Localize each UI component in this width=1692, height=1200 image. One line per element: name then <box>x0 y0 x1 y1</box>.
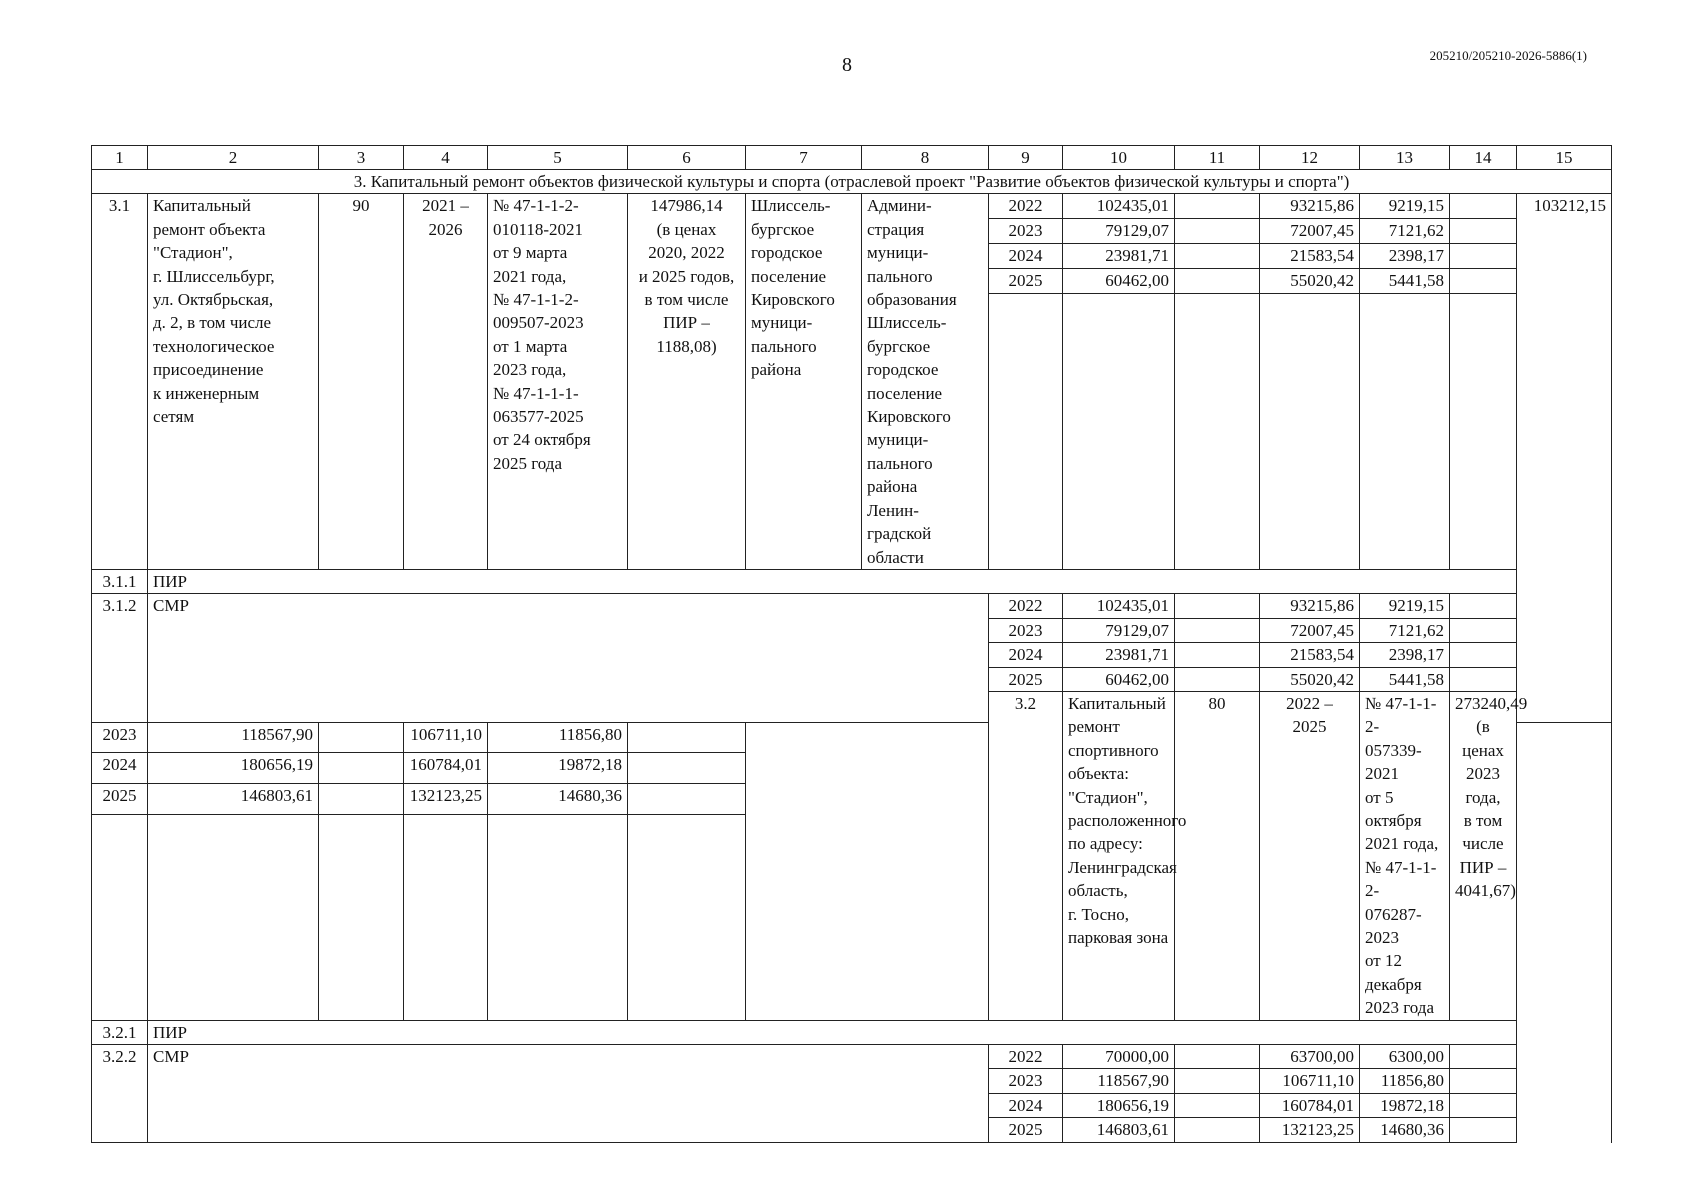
empty-cell <box>628 814 746 1020</box>
total-cell: 118567,90 <box>1063 1069 1175 1093</box>
year-cell: 2025 <box>989 1118 1063 1142</box>
regional-cell: 93215,86 <box>1260 594 1360 618</box>
col14-cell <box>1450 1045 1517 1069</box>
total-cell: 70000,00 <box>1063 1045 1175 1069</box>
year-cell: 2025 <box>92 783 148 814</box>
year-cell: 2024 <box>989 1093 1063 1117</box>
item-period: 2021 – 2026 <box>404 194 488 570</box>
col14-cell <box>1450 1093 1517 1117</box>
col11-cell <box>1175 1045 1260 1069</box>
regional-cell: 160784,01 <box>1260 1093 1360 1117</box>
year-cell: 2022 <box>989 1045 1063 1069</box>
empty-cell <box>404 814 488 1020</box>
empty-cell <box>1260 293 1360 569</box>
total-cell: 118567,90 <box>148 722 319 753</box>
col11-cell <box>1175 667 1260 691</box>
regional-cell: 55020,42 <box>1260 667 1360 691</box>
empty-cell <box>148 814 319 1020</box>
col11-cell <box>1175 1069 1260 1093</box>
year-cell: 2024 <box>989 243 1063 268</box>
local-cell: 14680,36 <box>1360 1118 1450 1142</box>
year-cell: 2023 <box>92 722 148 753</box>
total-cell: 102435,01 <box>1063 194 1175 219</box>
table-row <box>92 594 1612 618</box>
col11-cell <box>1175 594 1260 618</box>
year-cell: 2024 <box>989 643 1063 667</box>
col11-cell <box>1175 618 1260 642</box>
col14-cell <box>1450 1118 1517 1142</box>
item-conclusions: № 47-1-1-2- 010118-2021 от 9 марта 2021 года, № 47-1-1-2- 009507-2023 от 1 марта 2023 года, № 47-1-1-1- 063577-2025 от 24 октября 2025 года <box>488 194 628 570</box>
year-cell: 2023 <box>989 1069 1063 1093</box>
local-cell: 19872,18 <box>488 753 628 784</box>
regional-cell: 72007,45 <box>1260 618 1360 642</box>
section-row <box>92 170 1612 194</box>
regional-cell: 63700,00 <box>1260 1045 1360 1069</box>
total-cell: 23981,71 <box>1063 243 1175 268</box>
local-cell: 2398,17 <box>1360 243 1450 268</box>
column-header: 13 <box>1360 146 1450 170</box>
local-cell: 5441,58 <box>1360 268 1450 293</box>
col11-cell <box>1175 643 1260 667</box>
column-header: 12 <box>1260 146 1360 170</box>
column-header: 8 <box>862 146 989 170</box>
local-cell: 11856,80 <box>1360 1069 1450 1093</box>
year-cell: 2023 <box>989 618 1063 642</box>
col11-cell <box>1175 219 1260 244</box>
col14-cell <box>1450 594 1517 618</box>
empty-cell <box>92 814 148 1020</box>
total-cell: 60462,00 <box>1063 268 1175 293</box>
total-cell: 146803,61 <box>1063 1118 1175 1142</box>
item-municipality: Шлиссель- бургское городское поселение Кировского муници- пального района <box>746 194 862 570</box>
col14-cell <box>1450 194 1517 219</box>
col14-cell <box>1450 268 1517 293</box>
year-cell: 2023 <box>989 219 1063 244</box>
document-id: 205210/205210-2026-5886(1) <box>1429 48 1587 63</box>
total-cell: 102435,01 <box>1063 594 1175 618</box>
column-header: 5 <box>488 146 628 170</box>
year-cell: 2022 <box>989 594 1063 618</box>
item-number: 3.1 <box>92 194 148 570</box>
page-number: 8 <box>842 54 852 76</box>
col14-cell <box>1450 643 1517 667</box>
column-header: 11 <box>1175 146 1260 170</box>
subitem-number: 3.1.2 <box>92 594 148 722</box>
local-cell: 5441,58 <box>1360 667 1450 691</box>
empty-cell <box>989 293 1063 569</box>
regional-cell: 21583,54 <box>1260 643 1360 667</box>
local-cell: 7121,62 <box>1360 618 1450 642</box>
col11-cell <box>1175 268 1260 293</box>
col14-cell <box>1450 219 1517 244</box>
local-cell: 9219,15 <box>1360 594 1450 618</box>
year-cell: 2024 <box>92 753 148 784</box>
total-cell: 180656,19 <box>148 753 319 784</box>
total-cell: 23981,71 <box>1063 643 1175 667</box>
column-header: 3 <box>319 146 404 170</box>
col14-cell <box>628 783 746 814</box>
local-cell: 14680,36 <box>488 783 628 814</box>
item-cost: 273240,49 (в ценах 2023 года, в том числе ПИР – 4041,67) <box>1450 691 1517 1020</box>
col14-cell <box>628 722 746 753</box>
col14-cell <box>1450 667 1517 691</box>
column-number-row <box>92 146 1612 170</box>
column-header: 1 <box>92 146 148 170</box>
column-header: 4 <box>404 146 488 170</box>
column-header: 7 <box>746 146 862 170</box>
subitem-label: СМР <box>148 594 989 722</box>
subitem-number: 3.2.2 <box>92 1045 148 1143</box>
col14-cell <box>628 753 746 784</box>
subitem-number: 3.2.1 <box>92 1020 148 1044</box>
item-cost: 147986,14 (в ценах 2020, 2022 и 2025 годов, в том числе ПИР – 1188,08) <box>628 194 746 570</box>
column-header: 14 <box>1450 146 1517 170</box>
subitem-number: 3.1.1 <box>92 569 148 593</box>
column-header: 10 <box>1063 146 1175 170</box>
total-cell: 79129,07 <box>1063 618 1175 642</box>
local-cell: 2398,17 <box>1360 643 1450 667</box>
regional-cell: 72007,45 <box>1260 219 1360 244</box>
empty-cell <box>1360 293 1450 569</box>
col14-cell <box>1450 243 1517 268</box>
year-cell: 2022 <box>989 194 1063 219</box>
item-period: 2022 – 2025 <box>1260 691 1360 1020</box>
empty-cell <box>1450 293 1517 569</box>
col11-cell <box>1175 1093 1260 1117</box>
table-row <box>92 1045 1612 1069</box>
item-col3: 80 <box>1175 691 1260 1020</box>
col11-cell <box>319 753 404 784</box>
col11-cell <box>319 783 404 814</box>
local-cell: 19872,18 <box>1360 1093 1450 1117</box>
table-row <box>92 1020 1612 1044</box>
column-header: 9 <box>989 146 1063 170</box>
empty-cell <box>1063 293 1175 569</box>
regional-cell: 21583,54 <box>1260 243 1360 268</box>
section-title: 3. Капитальный ремонт объектов физической культуры и спорта (отраслевой проект "Развитие объектов физической культуры и спорта") <box>92 170 1612 194</box>
col14-cell <box>1450 618 1517 642</box>
object-name: Капитальный ремонт спортивного объекта: "Стадион", расположенного по адресу: Ленинградская область, г. Тосно, парковая зона <box>1063 691 1175 1020</box>
program-table <box>91 145 1612 1143</box>
regional-cell: 132123,25 <box>1260 1118 1360 1142</box>
regional-cell: 160784,01 <box>404 753 488 784</box>
empty-cell <box>488 814 628 1020</box>
col14-cell <box>1450 1069 1517 1093</box>
subitem-label: ПИР <box>148 569 1517 593</box>
item-administration: Админи- страция муници- пального образования Шлиссель- бургское городское поселение Кировского муници- пального района Ленин- градской области <box>862 194 989 570</box>
regional-cell: 55020,42 <box>1260 268 1360 293</box>
local-cell: 9219,15 <box>1360 194 1450 219</box>
total-cell: 60462,00 <box>1063 667 1175 691</box>
total-cell: 146803,61 <box>148 783 319 814</box>
column-header: 6 <box>628 146 746 170</box>
local-cell: 6300,00 <box>1360 1045 1450 1069</box>
item-col3: 90 <box>319 194 404 570</box>
total-cell: 79129,07 <box>1063 219 1175 244</box>
col11-cell <box>1175 1118 1260 1142</box>
column-header: 15 <box>1517 146 1612 170</box>
item-number: 3.2 <box>989 691 1063 1020</box>
subitem-label: СМР <box>148 1045 989 1143</box>
col11-cell <box>1175 243 1260 268</box>
regional-cell: 106711,10 <box>1260 1069 1360 1093</box>
column-header: 2 <box>148 146 319 170</box>
empty-cell <box>1175 293 1260 569</box>
table-row <box>92 569 1612 593</box>
total-cell: 180656,19 <box>1063 1093 1175 1117</box>
year-cell: 2025 <box>989 667 1063 691</box>
table-row <box>92 194 1612 219</box>
item-col15: 103212,15 <box>1517 194 1612 722</box>
object-name: Капитальный ремонт объекта "Стадион", г. Шлиссельбург, ул. Октябрьская, д. 2, в том числе технологическое присоединение к инженерным сетям <box>148 194 319 570</box>
regional-cell: 93215,86 <box>1260 194 1360 219</box>
col11-cell <box>1175 194 1260 219</box>
col11-cell <box>319 722 404 753</box>
item-conclusions: № 47-1-1-2- 057339-2021 от 5 октября 2021 года, № 47-1-1-2- 076287-2023 от 12 декабря 2023 года <box>1360 691 1450 1020</box>
local-cell: 7121,62 <box>1360 219 1450 244</box>
regional-cell: 132123,25 <box>404 783 488 814</box>
subitem-label: ПИР <box>148 1020 1517 1044</box>
empty-cell <box>319 814 404 1020</box>
year-cell: 2025 <box>989 268 1063 293</box>
regional-cell: 106711,10 <box>404 722 488 753</box>
local-cell: 11856,80 <box>488 722 628 753</box>
